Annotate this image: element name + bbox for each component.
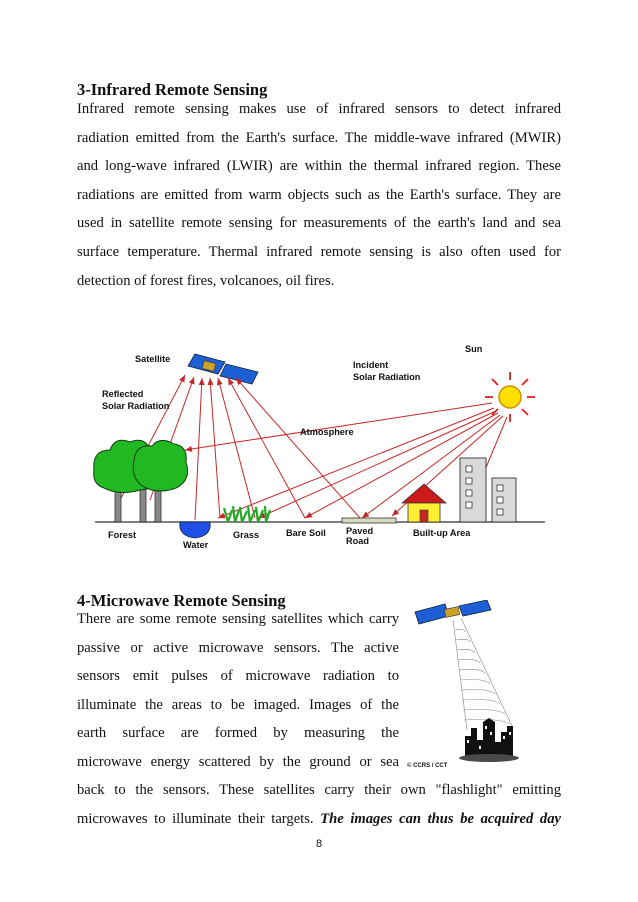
label-forest: Forest bbox=[108, 530, 137, 540]
building-icon bbox=[460, 458, 516, 522]
text-line: detection of forest fires, volcanoes, oil fires. bbox=[77, 272, 335, 289]
remote-sensing-diagram bbox=[90, 340, 550, 555]
text-line: microwave energy scattered by the ground or sea bbox=[77, 753, 399, 770]
label-incident-2: Solar Radiation bbox=[353, 372, 421, 382]
text-line: used in satellite remote sensing for measurements of the earth's land and sea bbox=[77, 215, 561, 232]
text-line: passive or active microwave sensors. The active bbox=[77, 639, 399, 656]
sun-icon bbox=[485, 372, 535, 422]
label-reflected: Reflected bbox=[102, 389, 144, 399]
label-reflected-2: Solar Radiation bbox=[102, 401, 170, 411]
section-heading-infrared: 3-Infrared Remote Sensing bbox=[77, 80, 268, 99]
page-number: 8 bbox=[315, 838, 323, 850]
label-bare-soil: Bare Soil bbox=[286, 528, 326, 538]
grass-icon bbox=[224, 506, 270, 522]
text-line: and long-wave infrared (LWIR) are within the thermal infrared region. These bbox=[77, 158, 561, 175]
label-built-up: Built-up Area bbox=[413, 528, 471, 538]
text-line: There are some remote sensing satellites which carry bbox=[77, 611, 399, 627]
text-line: radiation emitted from the Earth's surface. The middle-wave infrared (MWIR) bbox=[77, 129, 561, 146]
text-line: earth surface are formed by measuring the bbox=[77, 725, 399, 742]
text-line: Infrared remote sensing makes use of infrared sensors to detect infrared bbox=[77, 101, 561, 117]
text-line: sensors emit pulses of microwave radiation to bbox=[77, 668, 399, 685]
image-credit: © CCRS / CCT bbox=[407, 763, 448, 769]
label-road: Road bbox=[346, 536, 369, 546]
house-icon bbox=[402, 484, 446, 522]
label-grass: Grass bbox=[233, 530, 260, 540]
label-incident: Incident bbox=[353, 360, 389, 370]
water-icon bbox=[180, 522, 210, 538]
paragraph-microwave-wrapped bbox=[77, 605, 399, 777]
text-line: radiations are emitted from warm objects such as the Earth's surface. They are bbox=[77, 186, 561, 203]
label-water: Water bbox=[183, 540, 209, 550]
label-satellite: Satellite bbox=[135, 354, 171, 364]
text-line: surface temperature. Thermal infrared remote sensing is also often used for bbox=[77, 243, 561, 260]
satellite-icon bbox=[188, 354, 258, 384]
label-atmosphere: Atmosphere bbox=[300, 427, 354, 437]
incident-rays bbox=[185, 403, 507, 518]
label-sun: Sun bbox=[465, 344, 483, 354]
section-heading-microwave: 4-Microwave Remote Sensing bbox=[77, 591, 286, 610]
label-paved: Paved bbox=[346, 526, 374, 536]
text-line: back to the sensors. These satellites carry their own "flashlight" emitting bbox=[77, 782, 561, 798]
paved-road-icon bbox=[342, 518, 396, 523]
text-emphasis: The images can thus be acquired day bbox=[320, 810, 561, 827]
text-line-last bbox=[77, 805, 561, 834]
forest-icon bbox=[94, 440, 188, 522]
text-line: illuminate the areas to be imaged. Images of the bbox=[77, 696, 399, 713]
microwave-satellite-illustration bbox=[405, 600, 520, 775]
microwave-beam bbox=[453, 618, 513, 730]
paragraph-infrared bbox=[77, 95, 561, 295]
text-plain: microwaves to illuminate their targets. bbox=[77, 810, 321, 827]
paragraph-microwave-full bbox=[77, 776, 561, 833]
